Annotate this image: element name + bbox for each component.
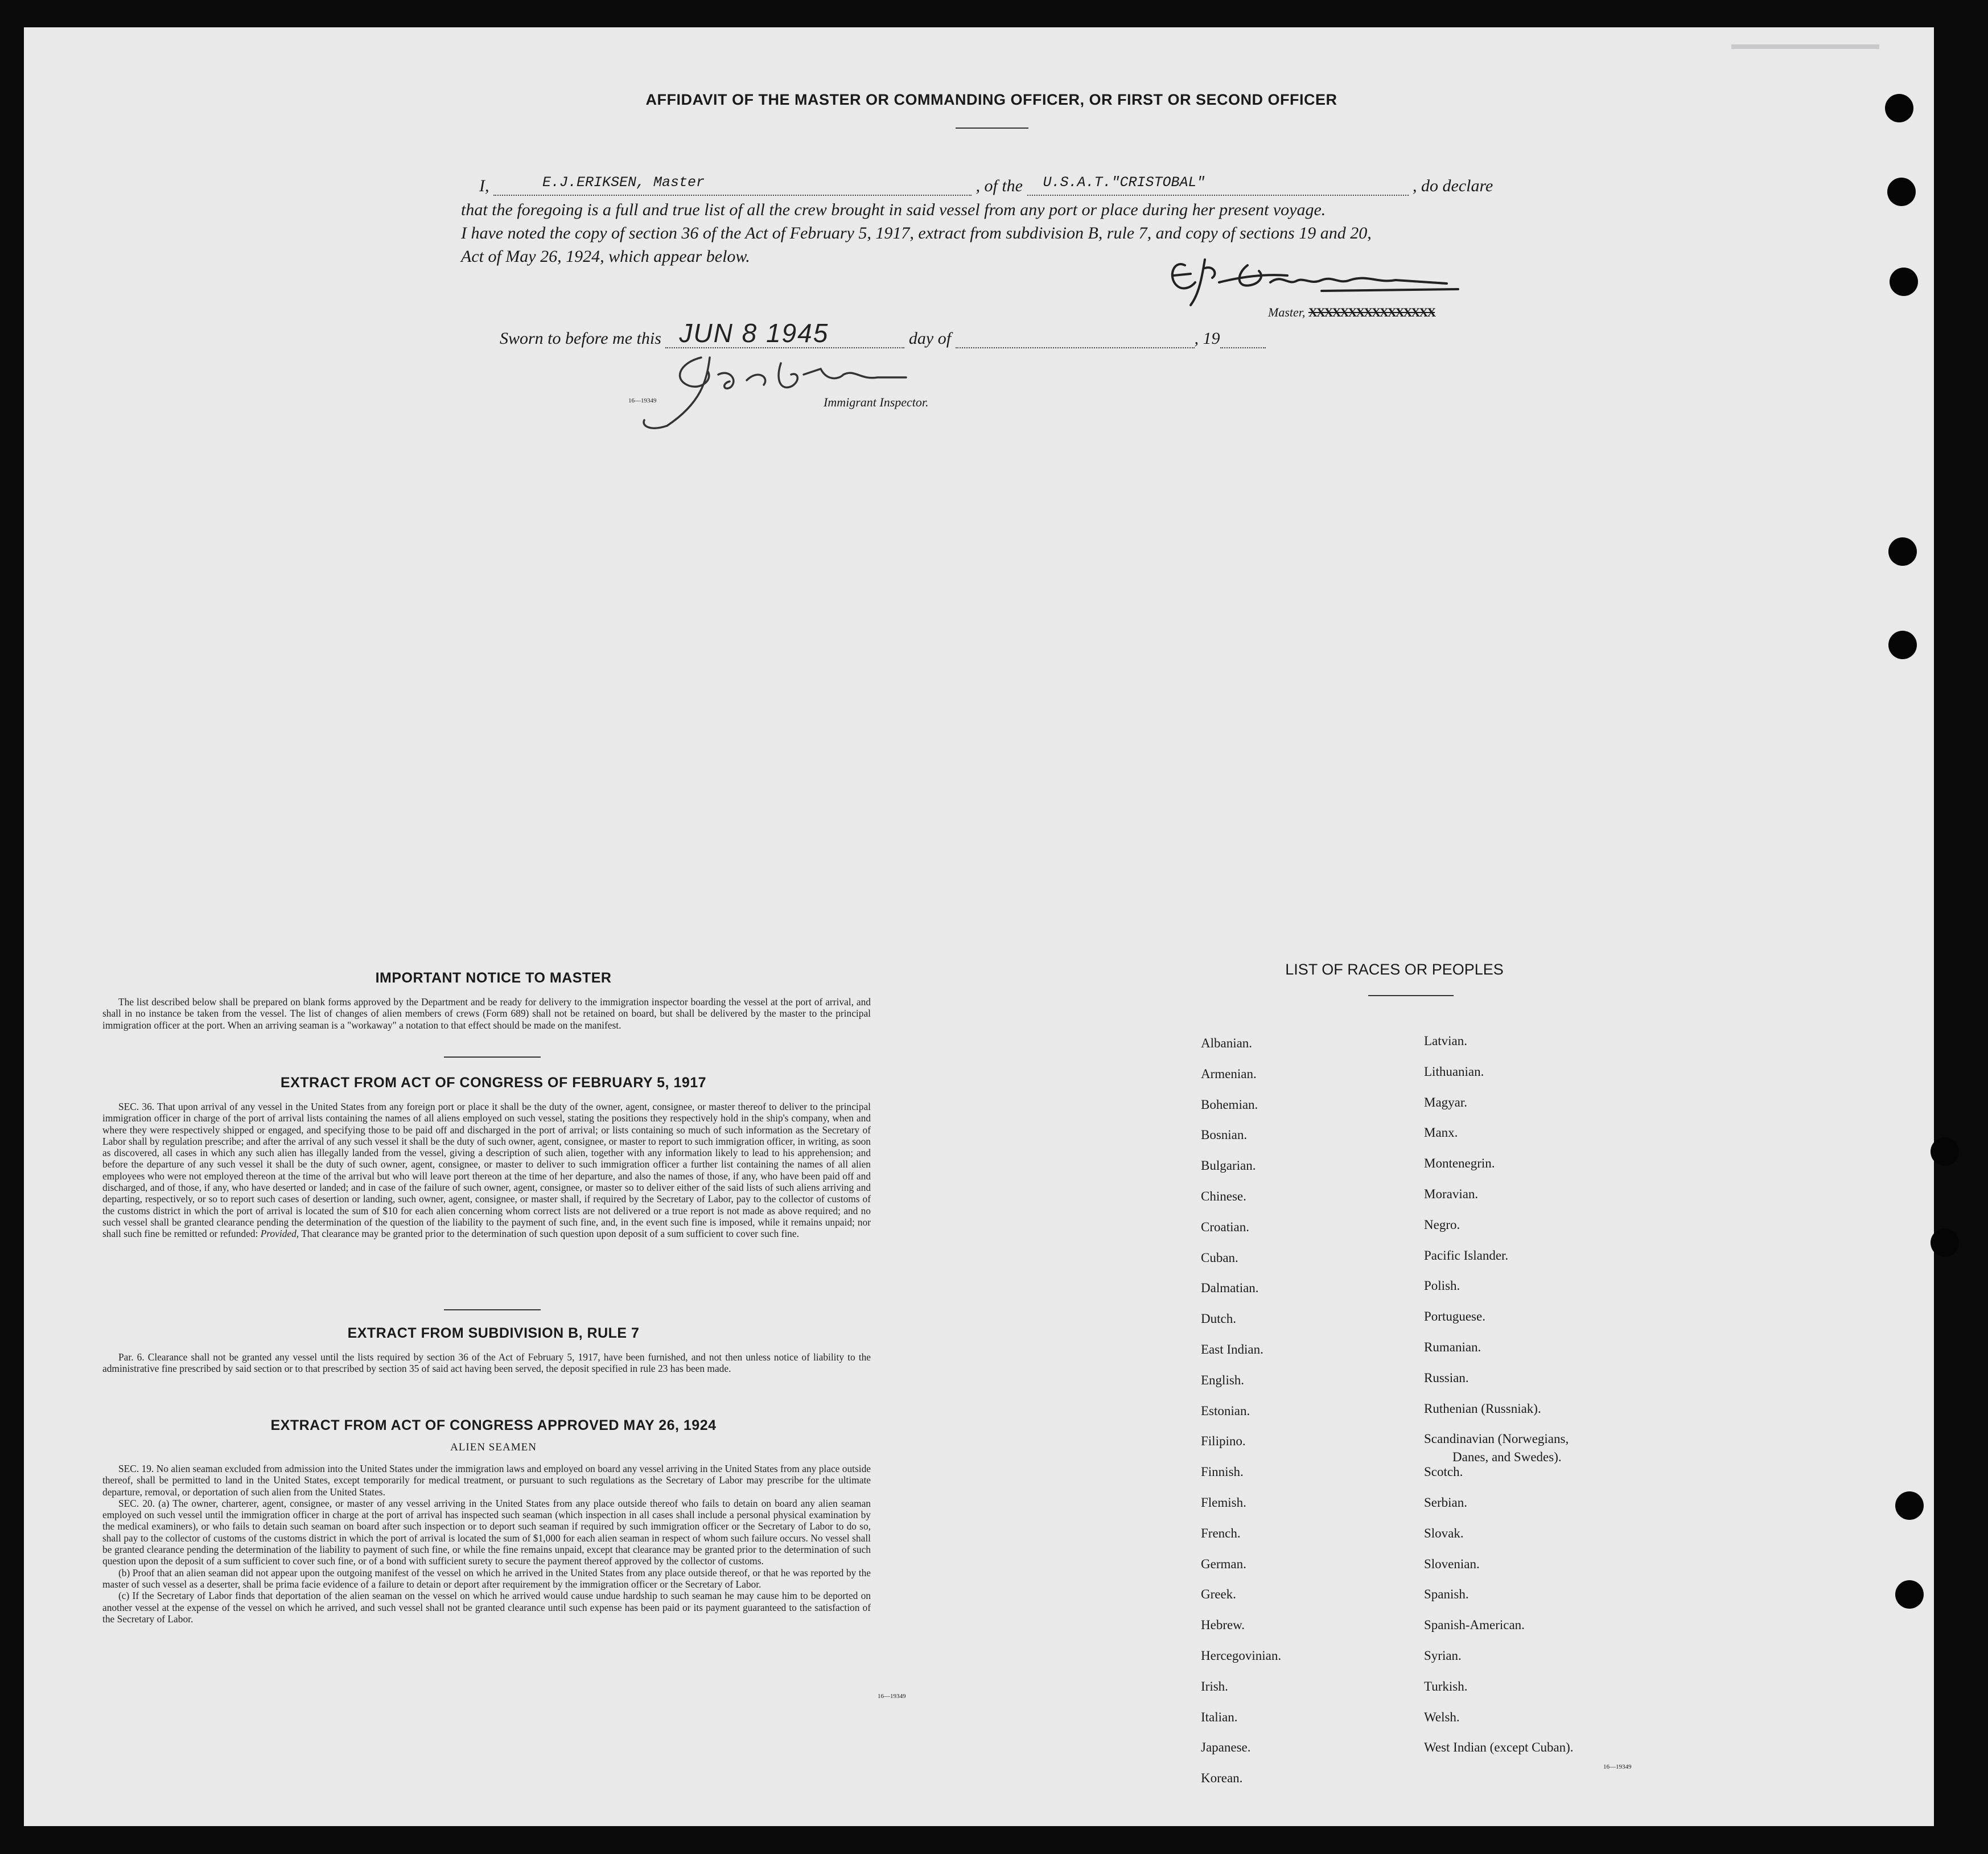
master-caption-label: Master, xyxy=(1268,305,1306,319)
race-right-item: Syrian. xyxy=(1424,1649,1462,1663)
extract-1917-text-end: That clearance may be granted prior to the determination of such question upon deposit of a sum sufficient to cover such fine. xyxy=(301,1228,799,1240)
sec20b-paragraph: (b) Proof that an alien seaman did not appear upon the outgoing manifest of the vessel on which he arrived in the United States from any place outside thereof, or that he was reported by the master of such vessel as a deserter, shall be prima facie evidence of a failure to detain or deport after requirement by the immigration officer or the Secretary of Labor. xyxy=(102,1567,871,1590)
extract-rule7-body xyxy=(102,1351,871,1375)
notice-title: IMPORTANT NOTICE TO MASTER xyxy=(375,970,612,986)
race-right-item: Negro. xyxy=(1424,1217,1460,1232)
race-left-item: Japanese. xyxy=(1201,1740,1251,1755)
race-left-item: Filipino. xyxy=(1201,1434,1246,1449)
race-left-item: East Indian. xyxy=(1201,1342,1263,1356)
race-right-item: Spanish-American. xyxy=(1424,1618,1525,1633)
declaration-line-3: I have noted the copy of section 36 of the Act of February 5, 1917, extract from subdivision B, rule 7, and copy of sections 19 and 20, xyxy=(461,224,1372,242)
extract-form-number: 16—19349 xyxy=(878,1693,906,1700)
race-right-item: Pacific Islander. xyxy=(1424,1248,1509,1263)
race-left-item: Estonian. xyxy=(1201,1403,1250,1418)
race-right-item: Slovenian. xyxy=(1424,1556,1480,1571)
sworn-line xyxy=(500,318,1266,348)
race-left-item: Dutch. xyxy=(1201,1312,1236,1326)
separator-2 xyxy=(444,1309,541,1310)
race-right-item: Spanish. xyxy=(1424,1587,1469,1602)
race-left-item: Bosnian. xyxy=(1201,1128,1248,1142)
month-field xyxy=(956,330,1195,348)
do-declare-label: , do declare xyxy=(1413,176,1493,195)
race-left-item: English. xyxy=(1201,1372,1245,1387)
sec19-paragraph: SEC. 19. No alien seaman excluded from admission into the United States under the immigration laws and employed on board any vessel arriving in the United States from any place outside thereof, shall be permitted to land in the United States, except temporarily for medical treatment, or pursuant to such regulations as the Secretary of Labor may prescribe for the ultimate departure, removal, or deportation of such alien from the United States. xyxy=(102,1463,871,1498)
extract-1924-title: EXTRACT FROM ACT OF CONGRESS APPROVED MAY 26, 1924 xyxy=(270,1417,717,1433)
race-right-item: Slovak. xyxy=(1424,1526,1464,1540)
affidavit-title: AFFIDAVIT OF THE MASTER OR COMMANDING OFFICER, OR FIRST OR SECOND OFFICER xyxy=(645,91,1337,108)
day-of-label: day of xyxy=(908,329,952,348)
races-form-number: 16—19349 xyxy=(1603,1763,1632,1770)
punch-hole xyxy=(1931,1228,1959,1257)
race-right-item: Rumanian. xyxy=(1424,1340,1481,1354)
punch-hole xyxy=(1895,1580,1924,1609)
race-right-item: Ruthenian (Russniak). xyxy=(1424,1401,1541,1416)
punch-hole xyxy=(1931,1137,1959,1166)
race-right-item: Scandinavian (Norwegians, xyxy=(1424,1432,1569,1446)
punch-hole xyxy=(1888,631,1917,659)
intro-i: I, xyxy=(479,176,489,195)
race-right-item: Latvian. xyxy=(1424,1034,1467,1048)
race-left-item: Hebrew. xyxy=(1201,1618,1245,1633)
master-name-value: E.J.ERIKSEN, Master xyxy=(542,174,705,191)
declaration-line-1 xyxy=(479,176,1493,196)
inspector-signature xyxy=(610,346,952,437)
race-right-item: Polish. xyxy=(1424,1279,1460,1293)
race-left-item: Croatian. xyxy=(1201,1219,1249,1234)
struck-title: XXXXXXXXXXXXXXXX xyxy=(1308,305,1435,319)
race-left-item: Irish. xyxy=(1201,1679,1228,1693)
race-right-item: Welsh. xyxy=(1424,1709,1460,1724)
race-right-item: Portuguese. xyxy=(1424,1309,1485,1324)
punch-hole xyxy=(1887,178,1916,206)
alien-seamen-subtitle: ALIEN SEAMEN xyxy=(450,1441,537,1453)
race-left-item: Cuban. xyxy=(1201,1250,1238,1265)
punch-hole xyxy=(1895,1491,1924,1520)
year-field xyxy=(1220,330,1266,348)
punch-hole xyxy=(1885,94,1913,122)
vessel-name-field xyxy=(1027,174,1409,196)
sec20c-paragraph: (c) If the Secretary of Labor finds that deportation of the alien seaman on the vessel on which he arrived would cause undue hardship to such seaman he may cause him to be deported on another vessel at the expense of the vessel on which he arrived, and such vessel shall not be granted clearance until such expense has been paid or its payment guaranteed to the satisfaction of the Secretary of Labor. xyxy=(102,1590,871,1625)
bleed-through-mark xyxy=(1731,44,1879,49)
race-left-item: Bohemian. xyxy=(1201,1097,1258,1112)
extract-1917-paragraph xyxy=(102,1101,871,1240)
race-right-item: Serbian. xyxy=(1424,1495,1468,1510)
race-right-item: Manx. xyxy=(1424,1125,1458,1140)
affidavit-form-number: 16—19349 xyxy=(628,397,657,404)
race-left-item: Greek. xyxy=(1201,1587,1236,1602)
race-left-item: Chinese. xyxy=(1201,1189,1246,1203)
race-left-item: Korean. xyxy=(1201,1771,1243,1786)
inspector-caption: Immigrant Inspector. xyxy=(824,395,929,409)
of-the-label: , of the xyxy=(976,176,1023,195)
races-underline xyxy=(1368,995,1454,996)
race-left-item: Dalmatian. xyxy=(1201,1281,1259,1296)
form-sheet xyxy=(24,27,1934,1826)
date-stamp: JUN 8 1945 xyxy=(679,318,829,348)
race-right-item: Montenegrin. xyxy=(1424,1156,1495,1171)
extract-rule7-title: EXTRACT FROM SUBDIVISION B, RULE 7 xyxy=(347,1325,640,1341)
race-right-item: West Indian (except Cuban). xyxy=(1424,1740,1574,1755)
race-right-item: Moravian. xyxy=(1424,1187,1479,1201)
race-left-item: Italian. xyxy=(1201,1709,1238,1724)
race-right-item: Lithuanian. xyxy=(1424,1064,1484,1079)
vessel-name-value: U.S.A.T."CRISTOBAL" xyxy=(1043,174,1205,191)
race-right-item: Turkish. xyxy=(1424,1679,1468,1693)
race-right-item: Danes, and Swedes). xyxy=(1452,1450,1562,1465)
notice-body xyxy=(102,996,871,1031)
race-left-item: Albanian. xyxy=(1201,1036,1253,1050)
extract-1924-body xyxy=(102,1463,871,1625)
declaration-line-4: Act of May 26, 1924, which appear below. xyxy=(461,247,750,266)
race-left-item: German. xyxy=(1201,1556,1246,1571)
punch-hole xyxy=(1888,537,1917,566)
race-left-item: French. xyxy=(1201,1526,1241,1540)
race-right-item: Magyar. xyxy=(1424,1095,1468,1109)
extract-rule7-paragraph: Par. 6. Clearance shall not be granted any vessel until the lists required by section 36 of the Act of February 5, 1917, have been furnished, and not then unless notice of liability to the administrative fine prescribed by said section or to that prescribed by section 35 of said act having been served, the deposit specified in rule 23 has been made. xyxy=(102,1351,871,1375)
race-left-item: Hercegovinian. xyxy=(1201,1649,1282,1663)
master-name-field xyxy=(493,174,972,196)
master-caption xyxy=(1268,305,1435,320)
notice-paragraph: The list described below shall be prepared on blank forms approved by the Department and be ready for delivery to the immigration inspector boarding the vessel at the port of arrival, and shall in no instance be taken from the vessel. The list of changes of alien members of crews (Form 689) shall not be retained on board, but shall be delivered by the master to the principal immigration officer at the port. When an arriving seaman is a "workaway" a notation to that effect should be made on the manifest. xyxy=(102,996,871,1031)
extract-1917-text: SEC. 36. That upon arrival of any vessel in the United States from any foreign port or place it shall be the duty of the owner, agent, consignee, or master thereof to deliver to the principal immigration officer in charge of the port of arrival lists containing the names of all aliens employed on such vessel, stating the positions they respectively hold in the ship's company, when and where they were respectively shipped or engaged, and specifying those to be paid off and discharged in the port of arrival; or lists containing so much of such information as the Secretary of Labor shall by regulation prescribe; and after the arrival of any such vessel it shall be the duty of such owner, agent, consignee, or master to report to such immigration officer, in writing, as soon as discovered, all cases in which any such alien has illegally landed from the vessel, giving a description of such alien, together with any information likely to lead to his apprehension; and before the departure of any such vessel it shall be the duty of such owner, agent, consignee, or master to deliver to such immigration officer a further list containing the names of all alien employees who were not employed thereon at the time of the arrival but who will leave port thereon at the time of her departure, and also the names of those, if any, who have been paid off and discharged, and of those, if any, who have deserted or landed; and in case of the failure of such owner, agent, consignee, or master so to deliver either of the said lists of such aliens arriving and departing, respectively, or so to report such cases of desertion or landing, such owner, agent, consignee, or master shall, if required by the Secretary of Labor, pay to the collector of customs of the customs district in which the port of arrival is located the sum of $10 for each alien concerning whom correct lists are not delivered or a true report is not made as above required; and no such vessel shall be granted clearance pending the determination of the question of the liability to the payment of such fine, and, in the event such fine is imposed, while it remains unpaid; nor shall such fine be remitted or refunded: xyxy=(102,1101,871,1240)
races-title: LIST OF RACES OR PEOPLES xyxy=(1285,961,1504,978)
provided-word: Provided, xyxy=(260,1228,299,1240)
race-left-item: Bulgarian. xyxy=(1201,1158,1256,1173)
race-left-item: Armenian. xyxy=(1201,1066,1257,1081)
year-prefix: , 19 xyxy=(1194,329,1220,348)
sworn-label: Sworn to before me this xyxy=(500,329,661,348)
race-right-item: Russian. xyxy=(1424,1370,1469,1385)
sec20a-paragraph: SEC. 20. (a) The owner, charterer, agent, consignee, or master of any vessel arriving in the United States from any place outside thereof who fails to detain on board any alien seaman employed on such vessel until the immigration officer in charge at the port of arrival has inspected such seaman (which inspection in all cases shall include a personal physical examination by the medical examiners), or who fails to detain such seaman on board after such inspection or to deport such seaman if required by such immigration officer or the Secretary of Labor to do so, shall pay to the collector of customs of the customs district in which the port of arrival is located the sum of $1,000 for each alien seaman in respect of whom such failure occurs. No vessel shall be granted clearance pending the determination of the liability to payment of such fine, or while the fine remains unpaid, except that clearance may be granted prior to the determination of such question upon the deposit of a sum sufficient to cover such fine, or of a bond with sufficient surety to secure the payment thereof approved by the collector of customs. xyxy=(102,1497,871,1567)
punch-hole xyxy=(1890,268,1918,296)
extract-1917-body xyxy=(102,1101,871,1240)
race-left-item: Finnish. xyxy=(1201,1465,1244,1479)
separator-1 xyxy=(444,1057,541,1058)
declaration-line-2: that the foregoing is a full and true list of all the crew brought in said vessel from any port or place during her present voyage. xyxy=(461,200,1326,219)
title-underline xyxy=(956,128,1028,129)
race-left-item: Flemish. xyxy=(1201,1495,1246,1510)
race-right-item: Scotch. xyxy=(1424,1465,1463,1479)
extract-1917-title: EXTRACT FROM ACT OF CONGRESS OF FEBRUARY 5, 1917 xyxy=(280,1075,707,1091)
